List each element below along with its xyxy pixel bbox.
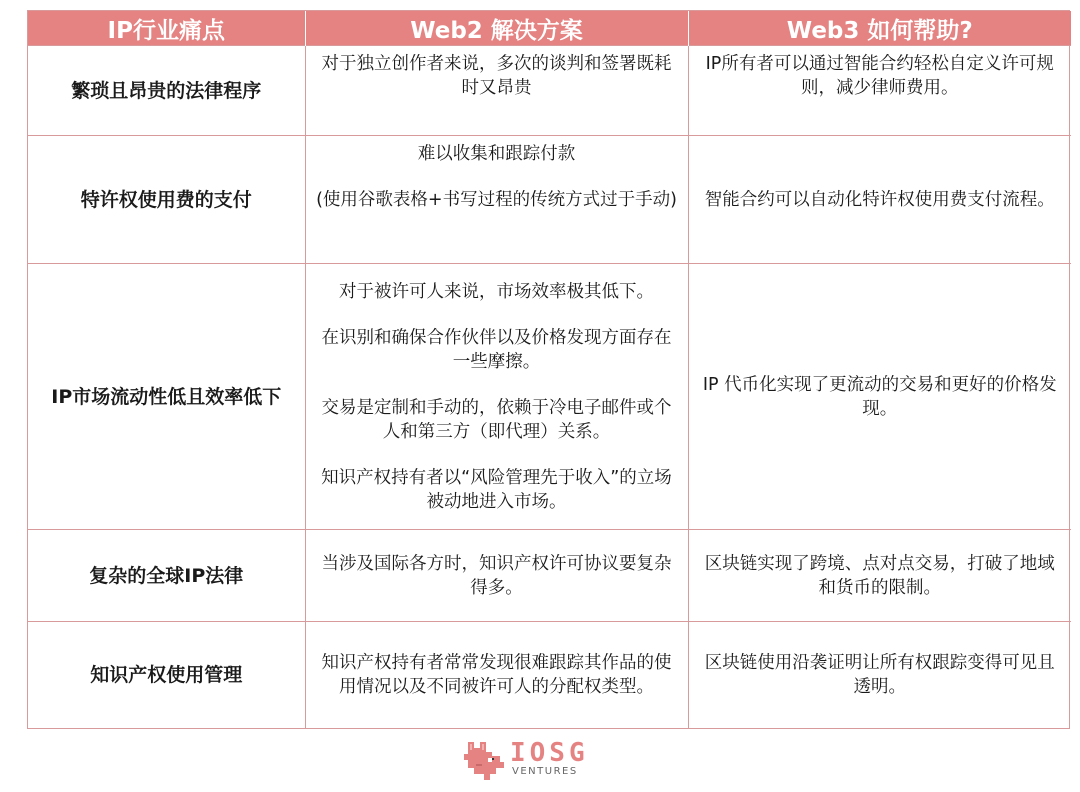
pain-point-cell: 繁琐且昂贵的法律程序 (28, 46, 305, 136)
pain-point-cell: IP市场流动性低且效率低下 (28, 264, 305, 530)
logo-name: IOSG (510, 738, 589, 768)
table-row (28, 622, 1071, 728)
web2-text: 交易是定制和手动的，依赖于冷电子邮件或个人和第三方（即代理）关系。 (321, 397, 672, 442)
pain-point-cell: 知识产权使用管理 (28, 622, 305, 728)
web2-cell (305, 530, 688, 622)
comparison-table-container (27, 10, 1070, 729)
header-pain-points: IP行业痛点 (28, 11, 305, 46)
table-row (28, 46, 1071, 136)
pain-point-cell: 复杂的全球IP法律 (28, 530, 305, 622)
web2-text: 对于被许可人来说，市场效率极其低下。 (339, 281, 654, 302)
web2-cell (305, 46, 688, 136)
web2-cell (305, 622, 688, 728)
logo-subtitle: VENTURES (512, 766, 578, 777)
web2-text: 难以收集和跟踪付款 (417, 144, 576, 164)
table-header-row (28, 11, 1071, 46)
web3-cell: 智能合约可以自动化特许权使用费支付流程。 (688, 136, 1071, 264)
web2-text: 知识产权持有者以“风险管理先于收入”的立场被动地进入市场。 (321, 467, 672, 512)
web3-cell: 区块链实现了跨境、点对点交易，打破了地域和货币的限制。 (688, 530, 1071, 622)
iosg-logo (462, 738, 622, 784)
header-web3-help: Web3 如何帮助? (688, 11, 1071, 46)
web2-text: 知识产权持有者常常发现很难跟踪其作品的使用情况以及不同被许可人的分配权类型。 (321, 652, 672, 697)
web2-text: (使用谷歌表格+书写过程的传统方式过于手动) (316, 190, 677, 210)
web3-cell: IP所有者可以通过智能合约轻松自定义许可规则，减少律师费用。 (688, 46, 1071, 136)
comparison-table (28, 11, 1071, 728)
web2-text: 对于独立创作者来说，多次的谈判和签署既耗时又昂贵 (321, 54, 672, 98)
fox-icon (462, 738, 506, 782)
table-row (28, 264, 1071, 530)
web2-text: 在识别和确保合作伙伴以及价格发现方面存在一些摩擦。 (321, 327, 672, 372)
table-row (28, 136, 1071, 264)
web2-cell (305, 264, 688, 530)
web3-cell: IP 代币化实现了更流动的交易和更好的价格发现。 (688, 264, 1071, 530)
web2-text: 当涉及国际各方时，知识产权许可协议要复杂得多。 (321, 553, 672, 598)
table-row (28, 530, 1071, 622)
pain-point-cell: 特许权使用费的支付 (28, 136, 305, 264)
header-web2-solution: Web2 解决方案 (305, 11, 688, 46)
web3-cell: 区块链使用沿袭证明让所有权跟踪变得可见且透明。 (688, 622, 1071, 728)
web2-cell (305, 136, 688, 264)
